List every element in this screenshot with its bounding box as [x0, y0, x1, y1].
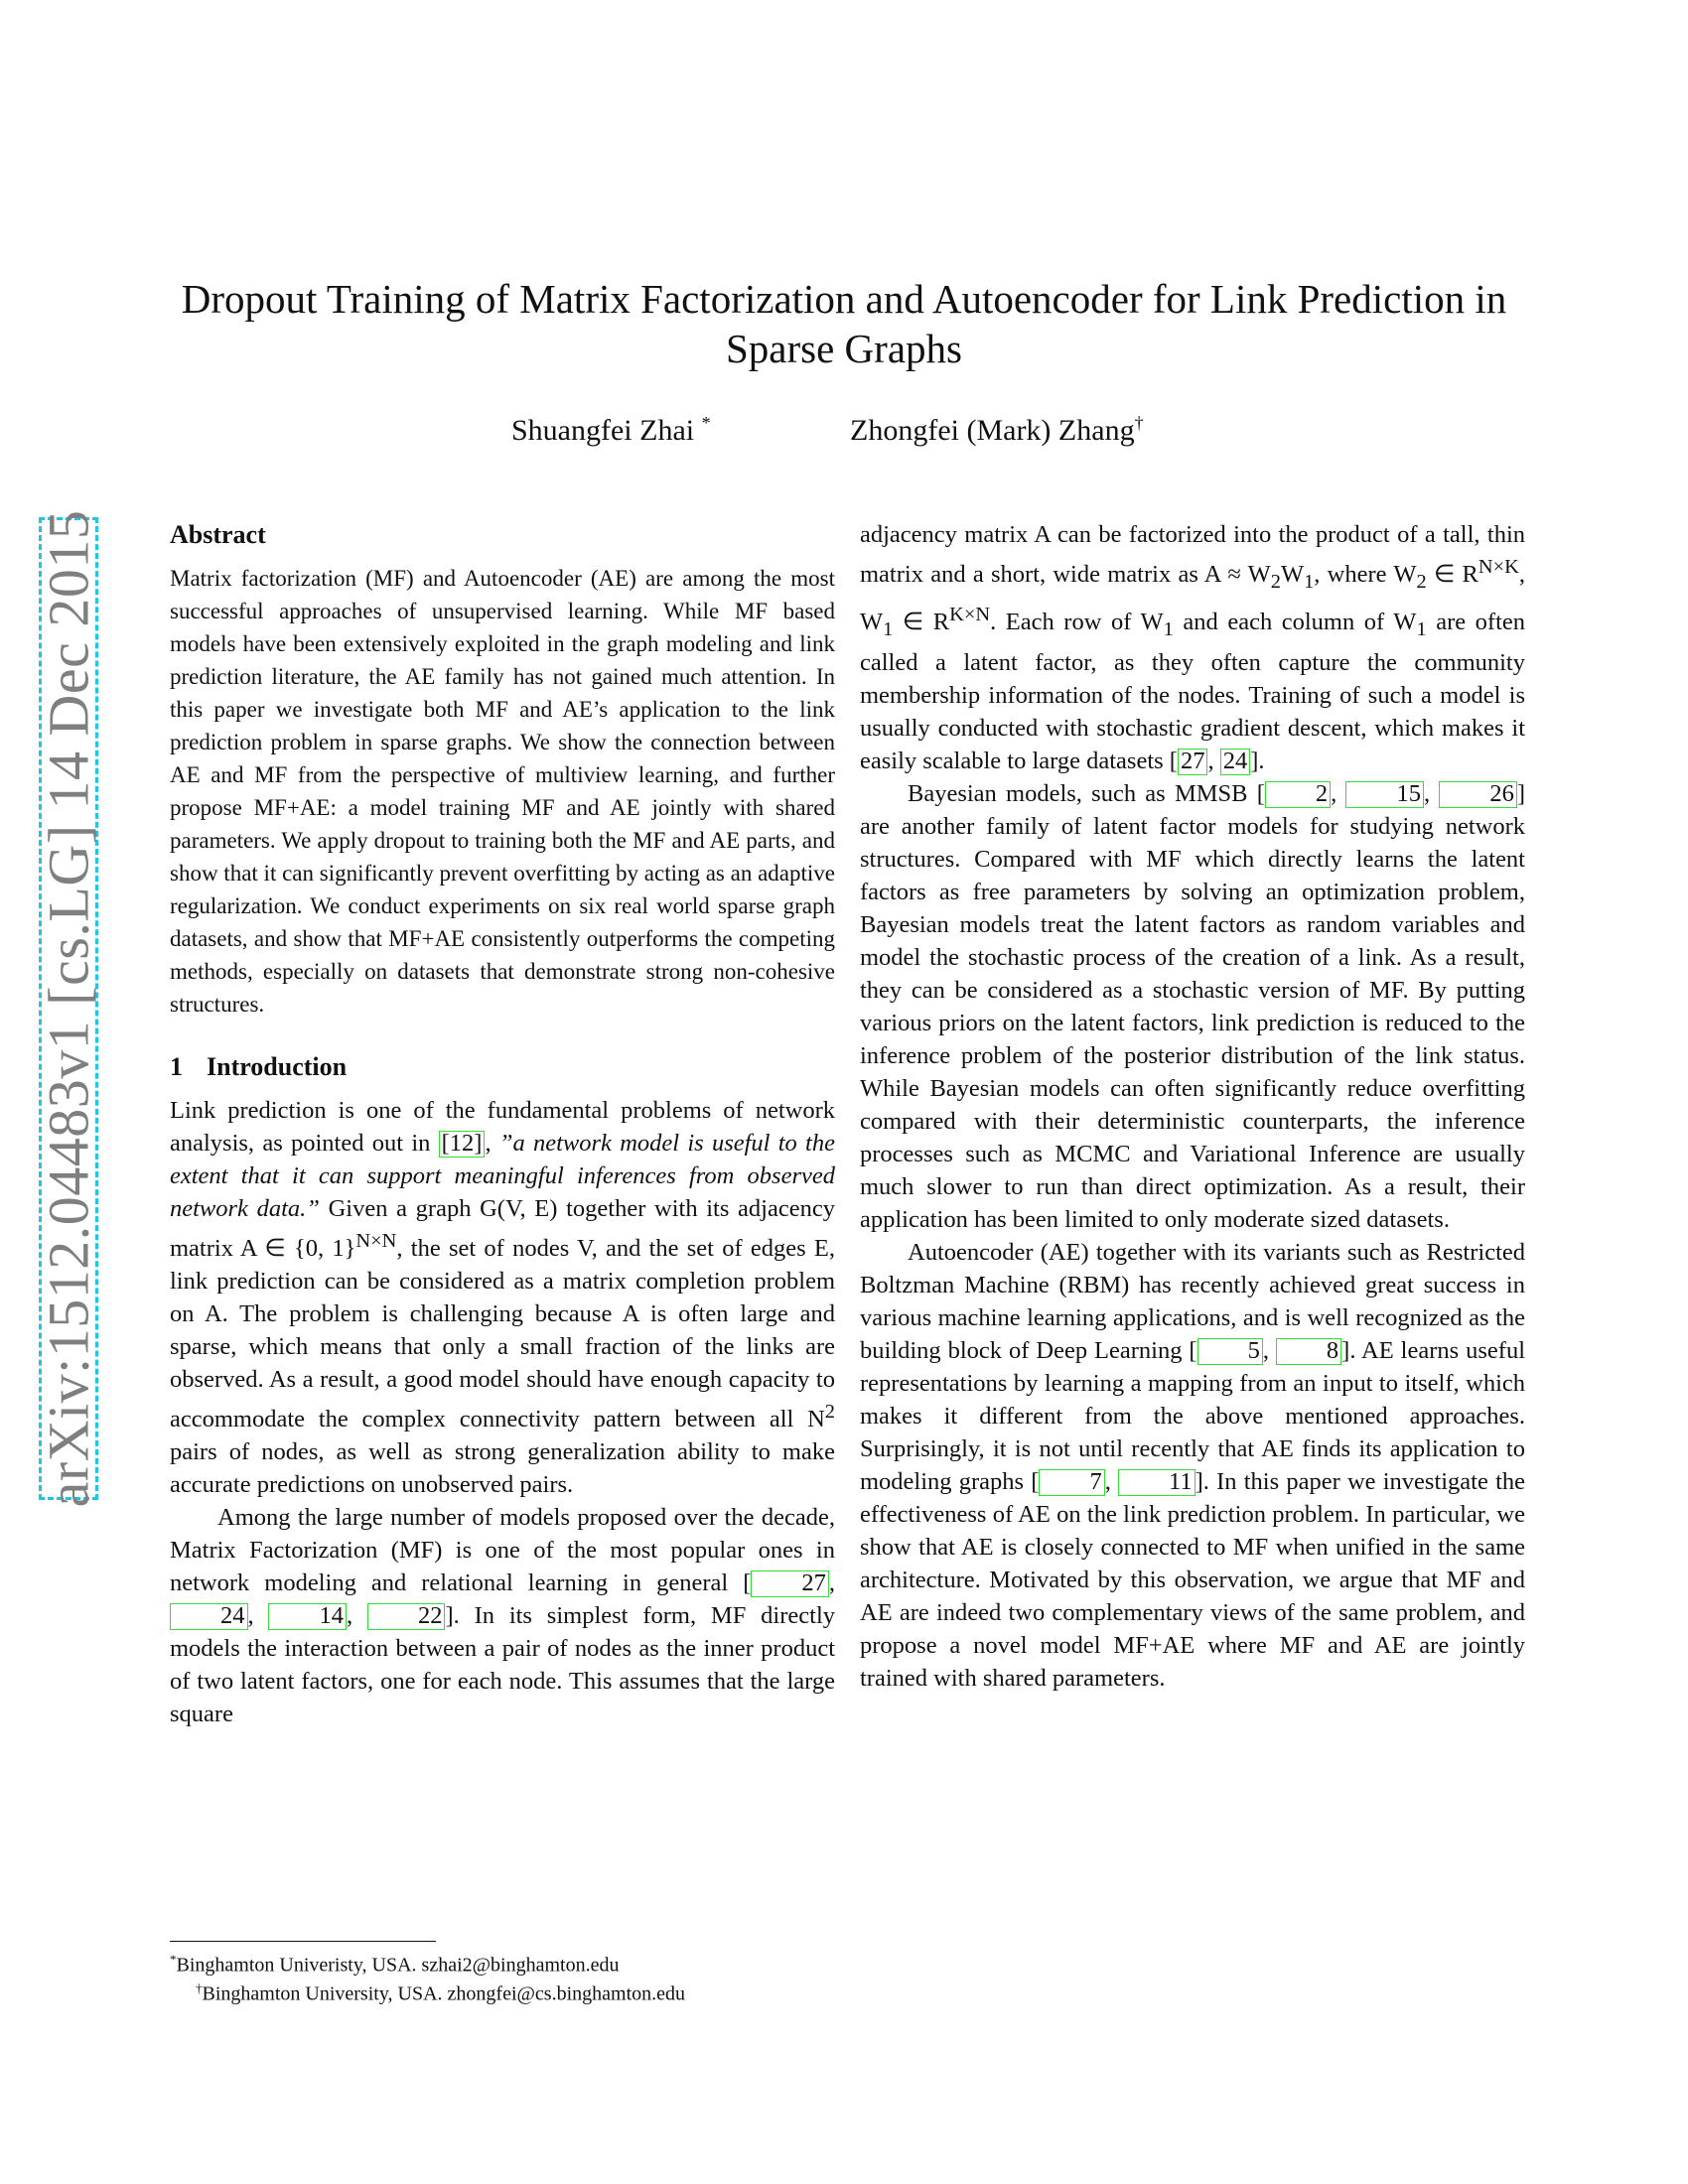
left-column — [170, 518, 835, 1730]
citation-link[interactable]: [12] — [439, 1131, 486, 1158]
author-1-name: Shuangfei Zhai — [511, 414, 695, 447]
quote-text: ”a network model is useful to the extent that it can support meaningful inferences from observed network data.” — [170, 1130, 835, 1222]
citation-link[interactable]: 27 — [1178, 749, 1208, 775]
footnote-1: *Binghamton Univeristy, USA. szhai2@binghamton.edu — [170, 1952, 620, 1977]
paper-title: Dropout Training of Matrix Factorization and Autoencoder for Link Prediction in Sparse Graphs — [181, 276, 1507, 371]
citation-link[interactable]: 2 — [1265, 781, 1331, 808]
citation-link[interactable]: 5 — [1197, 1338, 1263, 1365]
citation-link[interactable]: 8 — [1276, 1338, 1341, 1365]
author-2-mark: † — [1134, 413, 1144, 433]
citation-link[interactable]: 11 — [1118, 1469, 1196, 1496]
footnote-2: †Binghamton University, USA. zhongfei@cs.binghamton.edu — [196, 1980, 686, 2005]
right-column — [860, 518, 1525, 1695]
intro-paragraph-1: Link prediction is one of the fundamental problems of network analysis, as pointed out in [12] , ”a network model is useful to the extent that it can support meaningful inferences from observed network data.” Given a graph G(V, E) together with its adjacency matrix A ∈ {0, 1}$^{N\times N}$, the set of nodes V, and the set of edges E, link prediction can be considered as a matrix completion problem on A. The problem is challenging because A is often large and sparse, which means that only a small fraction of the links are observed. As a result, a good model should have enough capacity to accommodate the complex connectivity pattern between all $N^2$ pairs of nodes, as well as strong generalization ability to make accurate predictions on unobserved pairs. — [170, 1097, 835, 1499]
author-1-mark: * — [701, 413, 711, 433]
section-number: 1 — [170, 1052, 183, 1081]
author-2 — [850, 413, 1144, 448]
citation-link[interactable]: 26 — [1439, 781, 1517, 808]
intro-paragraph-2: Among the large number of models proposed over the decade, Matrix Factorization (MF) is one of the most popular ones in network modeling and relational learning in general [ 27 , 24 , 14 , 22 ]. In its simplest form, MF directly models the interaction between a pair of nodes as the inner product of two latent factors, one for each node. This assumes that the large square — [170, 1504, 835, 1728]
author-2-name: Zhongfei (Mark) Zhang — [850, 414, 1135, 447]
footnote-divider — [170, 1941, 436, 1942]
citation-link[interactable]: 15 — [1345, 781, 1424, 808]
arxiv-stamp — [36, 509, 101, 1508]
citation-link[interactable]: 24 — [1220, 749, 1251, 775]
section-title: Introduction — [207, 1052, 348, 1081]
intro-paragraph-4: Bayesian models, such as MMSB [ 2 , 15 , 26 ] are another family of latent factor models for studying network structures. Compared with MF which directly learns the latent factors as free parameters by solving an optimization problem, Bayesian models treat the latent factors as random variables and model the stochastic process of the creation of a link. As a result, they can be considered as a stochastic version of MF. By putting various priors on the latent factors, link prediction is reduced to the inference problem of the posterior distribution of the link status. While Bayesian models can often significantly reduce overfitting compared with their deterministic counterparts, the inference processes such as MCMC and Variational Inference are usually much slower to run than direct optimization. As a result, their application has been limited to only moderate sized datasets. — [860, 780, 1526, 1234]
intro-paragraph-3: adjacency matrix A can be factorized into the product of a tall, thin matrix and a short, wide matrix as $A \approx W_2W_1$, where $W_2$ ∈ $R^{N\times K}$, $W_1$ ∈ $R^{K\times N}$. Each row of $W_1$ and each column of $W_1$ are often called a latent factor, as they often capture the community membership information of the nodes. Training of such a model is usually conducted with stochastic gradient descent, which makes it easily scalable to large datasets [ 27 , 24 ]. — [860, 521, 1526, 775]
section-heading-introduction — [170, 1050, 835, 1084]
author-1 — [511, 413, 711, 448]
citation-link[interactable]: 22 — [367, 1603, 446, 1630]
intro-paragraph-5: Autoencoder (AE) together with its variants such as Restricted Boltzman Machine (RBM) has recently achieved great success in various machine learning applications, and is well recognized as the building block of Deep Learning [ 5 , 8 ]. AE learns useful representations by learning a mapping from an input to itself, which makes it different from the above mentioned approaches. Surprisingly, it is not until recently that AE finds its application to modeling graphs [ 7 , 11 ]. In this paper we investigate the effectiveness of AE on the link prediction problem. In particular, we show that AE is closely connected to MF when unified in the same architecture. Motivated by this observation, we argue that MF and AE are indeed two complementary views of the same problem, and propose a novel model MF+AE where MF and AE are jointly trained with shared parameters. — [860, 1239, 1526, 1693]
abstract-text: Matrix factorization (MF) and Autoencoder (AE) are among the most successful approaches of unsupervised learning. While MF based models have been extensively exploited in the graph modeling and link prediction literature, the AE family has not gained much attention. In this paper we investigate both MF and AE’s application to the link prediction problem in sparse graphs. We show the connection between AE and MF from the perspective of multiview learning, and further propose MF+AE: a model training MF and AE jointly with shared parameters. We apply dropout to training both the MF and AE parts, and show that it can significantly prevent overfitting by acting as an adaptive regularization. We conduct experiments on six real world sparse graph datasets, and show that MF+AE consistently outperforms the competing methods, especially on datasets that demonstrate strong non-cohesive structures. — [170, 566, 835, 1017]
citation-link[interactable]: 24 — [170, 1603, 248, 1630]
citation-link[interactable]: 7 — [1039, 1469, 1104, 1496]
abstract-heading: Abstract — [170, 520, 266, 549]
citation-link[interactable]: 27 — [751, 1570, 829, 1597]
citation-link[interactable]: 14 — [268, 1603, 347, 1630]
arxiv-identifier: arXiv:1512.04483v1 [cs.LG] 14 Dec 2015 — [36, 509, 101, 1508]
